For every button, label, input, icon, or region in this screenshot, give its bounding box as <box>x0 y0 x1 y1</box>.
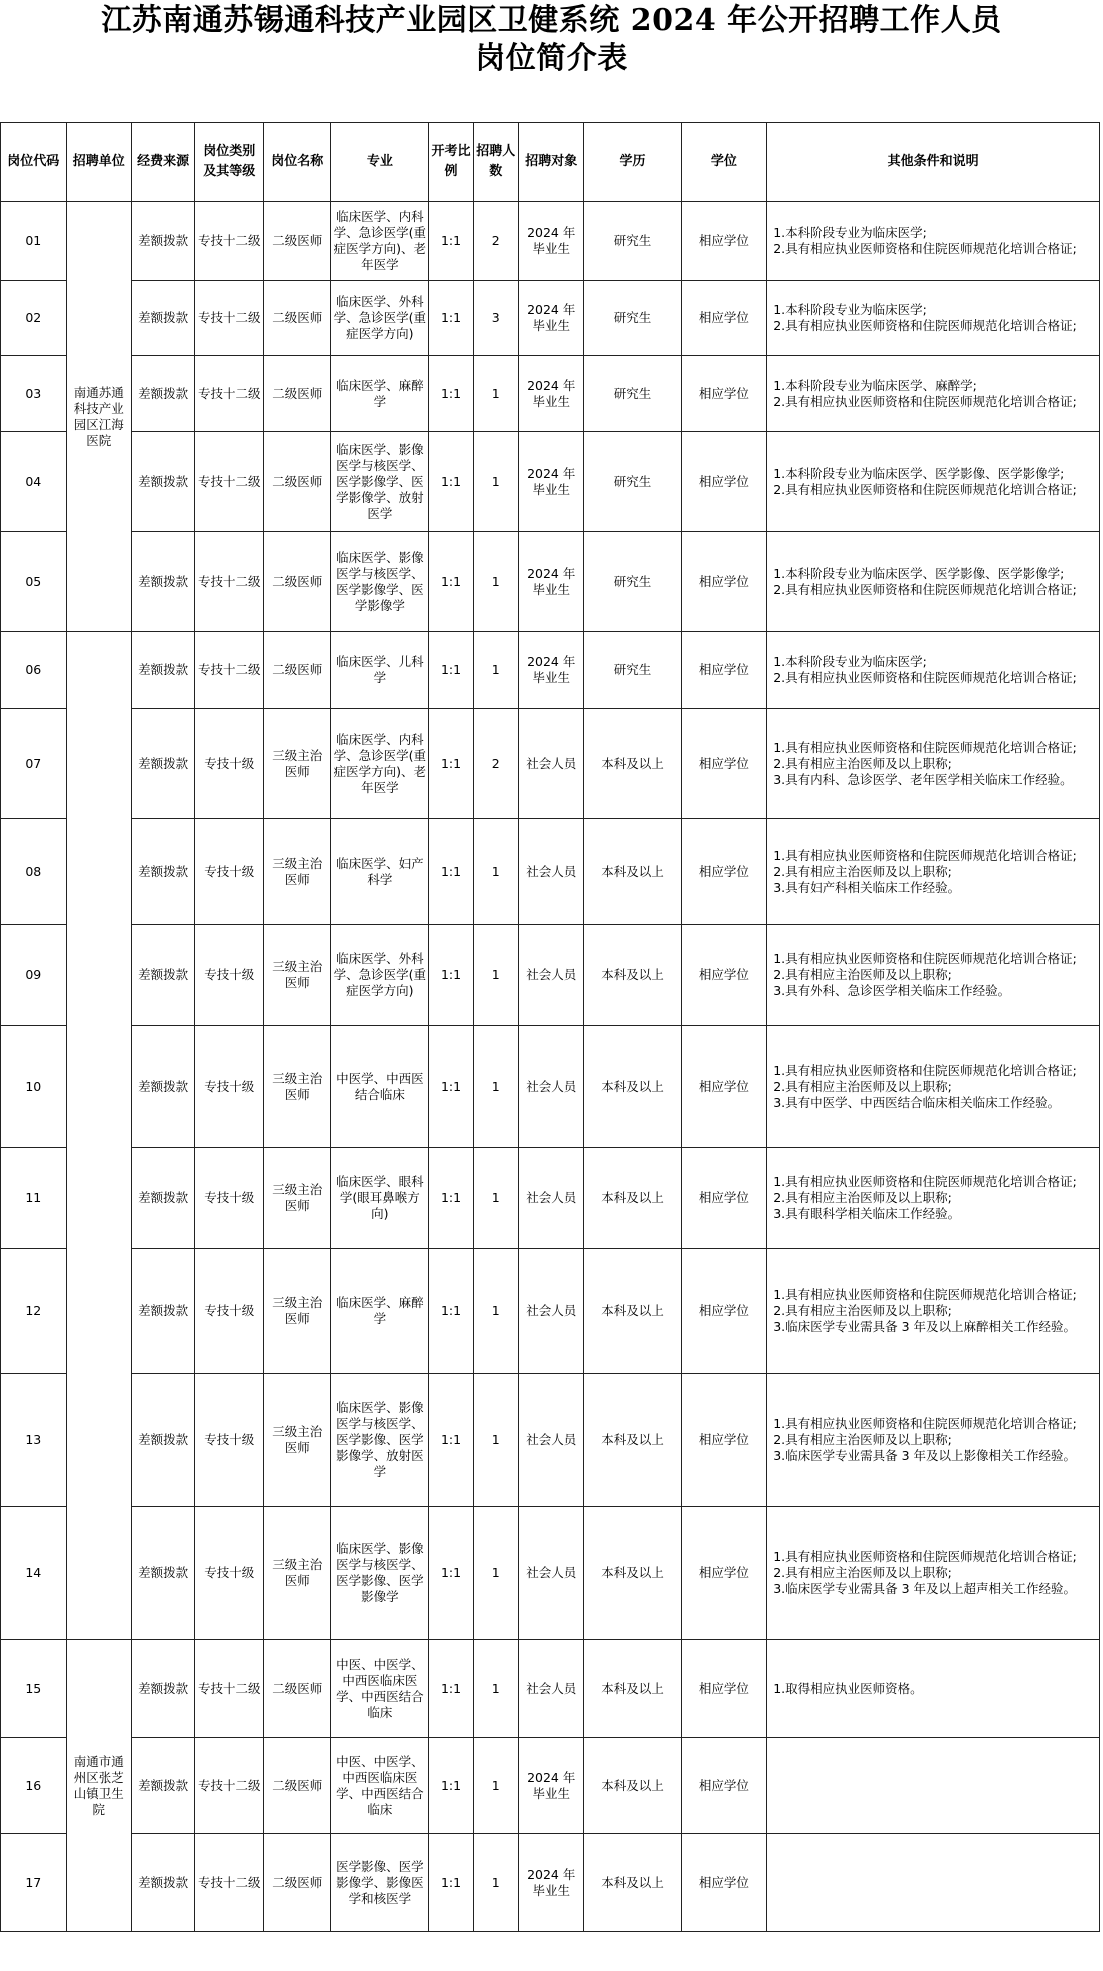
category-cell: 专技十二级 <box>195 356 264 432</box>
notes-cell <box>767 356 1100 432</box>
recruiting-unit-cell: 南通市通州区张芝山镇卫生院 <box>66 1640 132 1932</box>
degree-cell: 相应学位 <box>681 709 767 819</box>
note-line: 2.具有相应主治医师及以上职称; <box>773 755 952 771</box>
header-cell: 开考比例 <box>429 123 473 202</box>
position-name-cell: 二级医师 <box>264 1834 331 1932</box>
major-cell: 临床医学、影像医学与核医学、医学影像、医学影像学、放射医学 <box>331 1374 429 1507</box>
degree-cell: 相应学位 <box>681 356 767 432</box>
note-line: 1.具有相应执业医师资格和住院医师规范化培训合格证; <box>773 1416 1077 1431</box>
document-title <box>0 0 1103 78</box>
funding-cell: 差额拨款 <box>132 1507 195 1640</box>
funding-cell: 差额拨款 <box>132 1148 195 1249</box>
note-line: 3.临床医学专业需具备 3 年及以上影像相关工作经验。 <box>773 1448 1077 1463</box>
ratio-cell: 1:1 <box>429 709 473 819</box>
education-cell: 本科及以上 <box>584 1148 681 1249</box>
count-cell: 1 <box>473 819 518 925</box>
notes-cell <box>767 1640 1100 1738</box>
ratio-cell: 1:1 <box>429 532 473 632</box>
major-cell: 临床医学、外科学、急诊医学(重症医学方向) <box>331 281 429 356</box>
position-code-cell: 14 <box>1 1507 67 1640</box>
notes-cell <box>767 1249 1100 1374</box>
target-cell: 社会人员 <box>518 1374 584 1507</box>
header-cell: 专业 <box>331 123 429 202</box>
position-code-cell: 01 <box>1 202 67 281</box>
category-cell: 专技十级 <box>195 1026 264 1148</box>
degree-cell: 相应学位 <box>681 1640 767 1738</box>
position-code-cell: 02 <box>1 281 67 356</box>
count-cell: 1 <box>473 1148 518 1249</box>
funding-cell: 差额拨款 <box>132 819 195 925</box>
education-cell: 本科及以上 <box>584 1640 681 1738</box>
target-cell: 2024 年毕业生 <box>518 281 584 356</box>
notes-cell <box>767 819 1100 925</box>
table-row <box>1 1374 1100 1507</box>
positions-table <box>0 122 1100 1932</box>
funding-cell: 差额拨款 <box>132 432 195 532</box>
notes-cell <box>767 632 1100 709</box>
position-name-cell: 二级医师 <box>264 532 331 632</box>
category-cell: 专技十级 <box>195 1374 264 1507</box>
count-cell: 2 <box>473 709 518 819</box>
note-line: 1.具有相应执业医师资格和住院医师规范化培训合格证; <box>773 1549 1077 1564</box>
target-cell: 2024 年毕业生 <box>518 202 584 281</box>
major-cell: 中医学、中西医结合临床 <box>331 1026 429 1148</box>
table-row <box>1 532 1100 632</box>
education-cell: 本科及以上 <box>584 1834 681 1932</box>
category-cell: 专技十二级 <box>195 1738 264 1834</box>
note-line: 1.本科阶段专业为临床医学、医学影像、医学影像学; <box>773 465 1065 481</box>
note-line: 1.具有相应执业医师资格和住院医师规范化培训合格证; <box>773 847 1077 863</box>
education-cell: 本科及以上 <box>584 1738 681 1834</box>
header-cell: 学历 <box>584 123 681 202</box>
position-code-cell: 03 <box>1 356 67 432</box>
ratio-cell: 1:1 <box>429 1834 473 1932</box>
table-row <box>1 1738 1100 1834</box>
major-cell: 临床医学、眼科学(眼耳鼻喉方向) <box>331 1148 429 1249</box>
major-cell: 临床医学、内科学、急诊医学(重症医学方向)、老年医学 <box>331 202 429 281</box>
count-cell: 1 <box>473 632 518 709</box>
table-row <box>1 202 1100 281</box>
category-cell: 专技十二级 <box>195 1834 264 1932</box>
count-cell: 1 <box>473 1374 518 1507</box>
position-code-cell: 17 <box>1 1834 67 1932</box>
table-body <box>1 202 1100 1932</box>
funding-cell: 差额拨款 <box>132 709 195 819</box>
category-cell: 专技十二级 <box>195 532 264 632</box>
ratio-cell: 1:1 <box>429 1374 473 1507</box>
note-line: 2.具有相应主治医师及以上职称; <box>773 1565 952 1580</box>
category-cell: 专技十级 <box>195 1148 264 1249</box>
note-line: 2.具有相应主治医师及以上职称; <box>773 967 952 982</box>
position-name-cell: 三级主治医师 <box>264 1374 331 1507</box>
category-cell: 专技十二级 <box>195 202 264 281</box>
education-cell: 研究生 <box>584 432 681 532</box>
funding-cell: 差额拨款 <box>132 1738 195 1834</box>
count-cell: 1 <box>473 532 518 632</box>
position-code-cell: 11 <box>1 1148 67 1249</box>
position-name-cell: 二级医师 <box>264 1738 331 1834</box>
major-cell: 临床医学、儿科学 <box>331 632 429 709</box>
note-line: 3.临床医学专业需具备 3 年及以上麻醉相关工作经验。 <box>773 1319 1077 1334</box>
header-row <box>1 123 1100 202</box>
category-cell: 专技十二级 <box>195 1640 264 1738</box>
target-cell: 2024 年毕业生 <box>518 532 584 632</box>
degree-cell: 相应学位 <box>681 1834 767 1932</box>
note-line: 1.本科阶段专业为临床医学、医学影像、医学影像学; <box>773 565 1065 581</box>
table-row <box>1 709 1100 819</box>
position-code-cell: 08 <box>1 819 67 925</box>
category-cell: 专技十级 <box>195 925 264 1026</box>
target-cell: 2024 年毕业生 <box>518 1738 584 1834</box>
target-cell: 社会人员 <box>518 709 584 819</box>
degree-cell: 相应学位 <box>681 1507 767 1640</box>
note-line: 2.具有相应执业医师资格和住院医师规范化培训合格证; <box>773 581 1077 597</box>
notes-cell <box>767 1374 1100 1507</box>
education-cell: 本科及以上 <box>584 1249 681 1374</box>
note-line: 2.具有相应执业医师资格和住院医师规范化培训合格证; <box>773 393 1077 409</box>
header-cell: 其他条件和说明 <box>767 123 1100 202</box>
note-line: 3.具有眼科学相关临床工作经验。 <box>773 1206 961 1221</box>
category-cell: 专技十级 <box>195 709 264 819</box>
notes-cell <box>767 1026 1100 1148</box>
note-line: 1.具有相应执业医师资格和住院医师规范化培训合格证; <box>773 1287 1077 1302</box>
funding-cell: 差额拨款 <box>132 1249 195 1374</box>
major-cell: 临床医学、妇产科学 <box>331 819 429 925</box>
note-line: 2.具有相应执业医师资格和住院医师规范化培训合格证; <box>773 318 1077 333</box>
note-line: 1.具有相应执业医师资格和住院医师规范化培训合格证; <box>773 739 1077 755</box>
degree-cell: 相应学位 <box>681 202 767 281</box>
count-cell: 3 <box>473 281 518 356</box>
position-code-cell: 07 <box>1 709 67 819</box>
major-cell: 临床医学、麻醉学 <box>331 1249 429 1374</box>
funding-cell: 差额拨款 <box>132 1026 195 1148</box>
note-line: 3.具有外科、急诊医学相关临床工作经验。 <box>773 983 1011 998</box>
funding-cell: 差额拨款 <box>132 532 195 632</box>
title-line-1: 江苏南通苏锡通科技产业园区卫健系统 2024 年公开招聘工作人员 <box>101 3 1002 38</box>
position-code-cell: 15 <box>1 1640 67 1738</box>
position-name-cell: 三级主治医师 <box>264 1507 331 1640</box>
target-cell: 社会人员 <box>518 1249 584 1374</box>
table-row <box>1 281 1100 356</box>
education-cell: 本科及以上 <box>584 1507 681 1640</box>
target-cell: 2024 年毕业生 <box>518 432 584 532</box>
position-name-cell: 三级主治医师 <box>264 1148 331 1249</box>
note-line: 2.具有相应主治医师及以上职称; <box>773 1078 952 1094</box>
notes-cell <box>767 532 1100 632</box>
count-cell: 1 <box>473 432 518 532</box>
notes-cell <box>767 202 1100 281</box>
category-cell: 专技十二级 <box>195 432 264 532</box>
target-cell: 2024 年毕业生 <box>518 632 584 709</box>
position-code-cell: 16 <box>1 1738 67 1834</box>
ratio-cell: 1:1 <box>429 1148 473 1249</box>
note-line: 3.具有妇产科相关临床工作经验。 <box>773 879 961 895</box>
notes-cell <box>767 432 1100 532</box>
count-cell: 2 <box>473 202 518 281</box>
funding-cell: 差额拨款 <box>132 356 195 432</box>
table-row <box>1 432 1100 532</box>
funding-cell: 差额拨款 <box>132 925 195 1026</box>
notes-cell <box>767 281 1100 356</box>
note-line: 2.具有相应主治医师及以上职称; <box>773 1432 952 1447</box>
note-line: 1.具有相应执业医师资格和住院医师规范化培训合格证; <box>773 951 1077 966</box>
ratio-cell: 1:1 <box>429 1640 473 1738</box>
note-line: 2.具有相应主治医师及以上职称; <box>773 863 952 879</box>
notes-cell <box>767 1507 1100 1640</box>
education-cell: 本科及以上 <box>584 1026 681 1148</box>
table-row <box>1 1249 1100 1374</box>
header-cell: 岗位类别及其等级 <box>195 123 264 202</box>
note-line: 1.本科阶段专业为临床医学; <box>773 225 927 240</box>
target-cell: 社会人员 <box>518 925 584 1026</box>
category-cell: 专技十级 <box>195 1249 264 1374</box>
count-cell: 1 <box>473 1640 518 1738</box>
education-cell: 本科及以上 <box>584 709 681 819</box>
funding-cell: 差额拨款 <box>132 202 195 281</box>
position-code-cell: 12 <box>1 1249 67 1374</box>
count-cell: 1 <box>473 1249 518 1374</box>
note-line: 1.具有相应执业医师资格和住院医师规范化培训合格证; <box>773 1062 1077 1078</box>
degree-cell: 相应学位 <box>681 532 767 632</box>
category-cell: 专技十级 <box>195 819 264 925</box>
position-name-cell: 二级医师 <box>264 356 331 432</box>
table-row <box>1 356 1100 432</box>
table-row <box>1 1148 1100 1249</box>
degree-cell: 相应学位 <box>681 281 767 356</box>
position-name-cell: 三级主治医师 <box>264 925 331 1026</box>
position-code-cell: 04 <box>1 432 67 532</box>
position-name-cell: 二级医师 <box>264 281 331 356</box>
count-cell: 1 <box>473 1507 518 1640</box>
header-cell: 岗位名称 <box>264 123 331 202</box>
header-cell: 岗位代码 <box>1 123 67 202</box>
recruiting-unit-cell <box>66 632 132 1640</box>
note-line: 1.本科阶段专业为临床医学; <box>773 302 927 317</box>
degree-cell: 相应学位 <box>681 1738 767 1834</box>
degree-cell: 相应学位 <box>681 819 767 925</box>
target-cell: 社会人员 <box>518 1026 584 1148</box>
table-row <box>1 1640 1100 1738</box>
recruiting-unit-cell: 南通苏通科技产业园区江海医院 <box>66 202 132 632</box>
education-cell: 研究生 <box>584 632 681 709</box>
major-cell: 中医、中医学、中西医临床医学、中西医结合临床 <box>331 1640 429 1738</box>
category-cell: 专技十二级 <box>195 632 264 709</box>
ratio-cell: 1:1 <box>429 1026 473 1148</box>
funding-cell: 差额拨款 <box>132 1640 195 1738</box>
note-line: 3.具有中医学、中西医结合临床相关临床工作经验。 <box>773 1094 1061 1110</box>
funding-cell: 差额拨款 <box>132 281 195 356</box>
target-cell: 社会人员 <box>518 819 584 925</box>
position-name-cell: 三级主治医师 <box>264 709 331 819</box>
position-name-cell: 二级医师 <box>264 632 331 709</box>
position-name-cell: 三级主治医师 <box>264 1249 331 1374</box>
target-cell: 社会人员 <box>518 1640 584 1738</box>
major-cell: 临床医学、影像医学与核医学、医学影像学、医学影像学、放射医学 <box>331 432 429 532</box>
note-line: 2.具有相应执业医师资格和住院医师规范化培训合格证; <box>773 670 1077 685</box>
count-cell: 1 <box>473 925 518 1026</box>
education-cell: 本科及以上 <box>584 1374 681 1507</box>
table-row <box>1 1507 1100 1640</box>
note-line: 1.本科阶段专业为临床医学; <box>773 654 927 669</box>
notes-cell <box>767 925 1100 1026</box>
target-cell: 2024 年毕业生 <box>518 356 584 432</box>
funding-cell: 差额拨款 <box>132 1374 195 1507</box>
degree-cell: 相应学位 <box>681 432 767 532</box>
position-name-cell: 三级主治医师 <box>264 1026 331 1148</box>
table-row <box>1 1834 1100 1932</box>
ratio-cell: 1:1 <box>429 1507 473 1640</box>
notes-cell <box>767 1148 1100 1249</box>
major-cell: 临床医学、麻醉学 <box>331 356 429 432</box>
education-cell: 研究生 <box>584 356 681 432</box>
count-cell: 1 <box>473 1738 518 1834</box>
note-line: 3.临床医学专业需具备 3 年及以上超声相关工作经验。 <box>773 1581 1077 1596</box>
major-cell: 医学影像、医学影像学、影像医学和核医学 <box>331 1834 429 1932</box>
position-code-cell: 06 <box>1 632 67 709</box>
education-cell: 本科及以上 <box>584 925 681 1026</box>
major-cell: 临床医学、内科学、急诊医学(重症医学方向)、老年医学 <box>331 709 429 819</box>
major-cell: 中医、中医学、中西医临床医学、中西医结合临床 <box>331 1738 429 1834</box>
major-cell: 临床医学、影像医学与核医学、医学影像、医学影像学 <box>331 1507 429 1640</box>
position-code-cell: 09 <box>1 925 67 1026</box>
position-code-cell: 13 <box>1 1374 67 1507</box>
position-name-cell: 二级医师 <box>264 1640 331 1738</box>
table-row <box>1 632 1100 709</box>
ratio-cell: 1:1 <box>429 281 473 356</box>
header-cell: 招聘人数 <box>473 123 518 202</box>
ratio-cell: 1:1 <box>429 356 473 432</box>
major-cell: 临床医学、影像医学与核医学、医学影像学、医学影像学 <box>331 532 429 632</box>
position-name-cell: 二级医师 <box>264 432 331 532</box>
major-cell: 临床医学、外科学、急诊医学(重症医学方向) <box>331 925 429 1026</box>
note-line: 2.具有相应主治医师及以上职称; <box>773 1190 952 1205</box>
degree-cell: 相应学位 <box>681 1026 767 1148</box>
education-cell: 研究生 <box>584 281 681 356</box>
position-name-cell: 三级主治医师 <box>264 819 331 925</box>
degree-cell: 相应学位 <box>681 925 767 1026</box>
table-row <box>1 1026 1100 1148</box>
ratio-cell: 1:1 <box>429 202 473 281</box>
note-line: 1.取得相应执业医师资格。 <box>773 1680 923 1696</box>
ratio-cell: 1:1 <box>429 632 473 709</box>
header-cell: 经费来源 <box>132 123 195 202</box>
degree-cell: 相应学位 <box>681 1374 767 1507</box>
header-cell: 学位 <box>681 123 767 202</box>
note-line: 3.具有内科、急诊医学、老年医学相关临床工作经验。 <box>773 771 1073 787</box>
note-line: 1.具有相应执业医师资格和住院医师规范化培训合格证; <box>773 1174 1077 1189</box>
count-cell: 1 <box>473 356 518 432</box>
degree-cell: 相应学位 <box>681 632 767 709</box>
note-line: 2.具有相应执业医师资格和住院医师规范化培训合格证; <box>773 241 1077 256</box>
count-cell: 1 <box>473 1026 518 1148</box>
notes-cell <box>767 709 1100 819</box>
notes-cell <box>767 1738 1100 1834</box>
count-cell: 1 <box>473 1834 518 1932</box>
education-cell: 研究生 <box>584 532 681 632</box>
category-cell: 专技十二级 <box>195 281 264 356</box>
ratio-cell: 1:1 <box>429 1738 473 1834</box>
ratio-cell: 1:1 <box>429 925 473 1026</box>
ratio-cell: 1:1 <box>429 819 473 925</box>
funding-cell: 差额拨款 <box>132 1834 195 1932</box>
target-cell: 社会人员 <box>518 1507 584 1640</box>
degree-cell: 相应学位 <box>681 1148 767 1249</box>
header-cell: 招聘单位 <box>66 123 132 202</box>
degree-cell: 相应学位 <box>681 1249 767 1374</box>
position-code-cell: 05 <box>1 532 67 632</box>
category-cell: 专技十级 <box>195 1507 264 1640</box>
title-line-2: 岗位简介表 <box>475 41 628 76</box>
note-line: 2.具有相应主治医师及以上职称; <box>773 1303 952 1318</box>
table-row <box>1 925 1100 1026</box>
note-line: 2.具有相应执业医师资格和住院医师规范化培训合格证; <box>773 481 1077 497</box>
ratio-cell: 1:1 <box>429 1249 473 1374</box>
note-line: 1.本科阶段专业为临床医学、麻醉学; <box>773 377 977 393</box>
target-cell: 社会人员 <box>518 1148 584 1249</box>
notes-cell <box>767 1834 1100 1932</box>
funding-cell: 差额拨款 <box>132 632 195 709</box>
education-cell: 本科及以上 <box>584 819 681 925</box>
position-code-cell: 10 <box>1 1026 67 1148</box>
table-row <box>1 819 1100 925</box>
ratio-cell: 1:1 <box>429 432 473 532</box>
header-cell: 招聘对象 <box>518 123 584 202</box>
position-name-cell: 二级医师 <box>264 202 331 281</box>
target-cell: 2024 年毕业生 <box>518 1834 584 1932</box>
education-cell: 研究生 <box>584 202 681 281</box>
